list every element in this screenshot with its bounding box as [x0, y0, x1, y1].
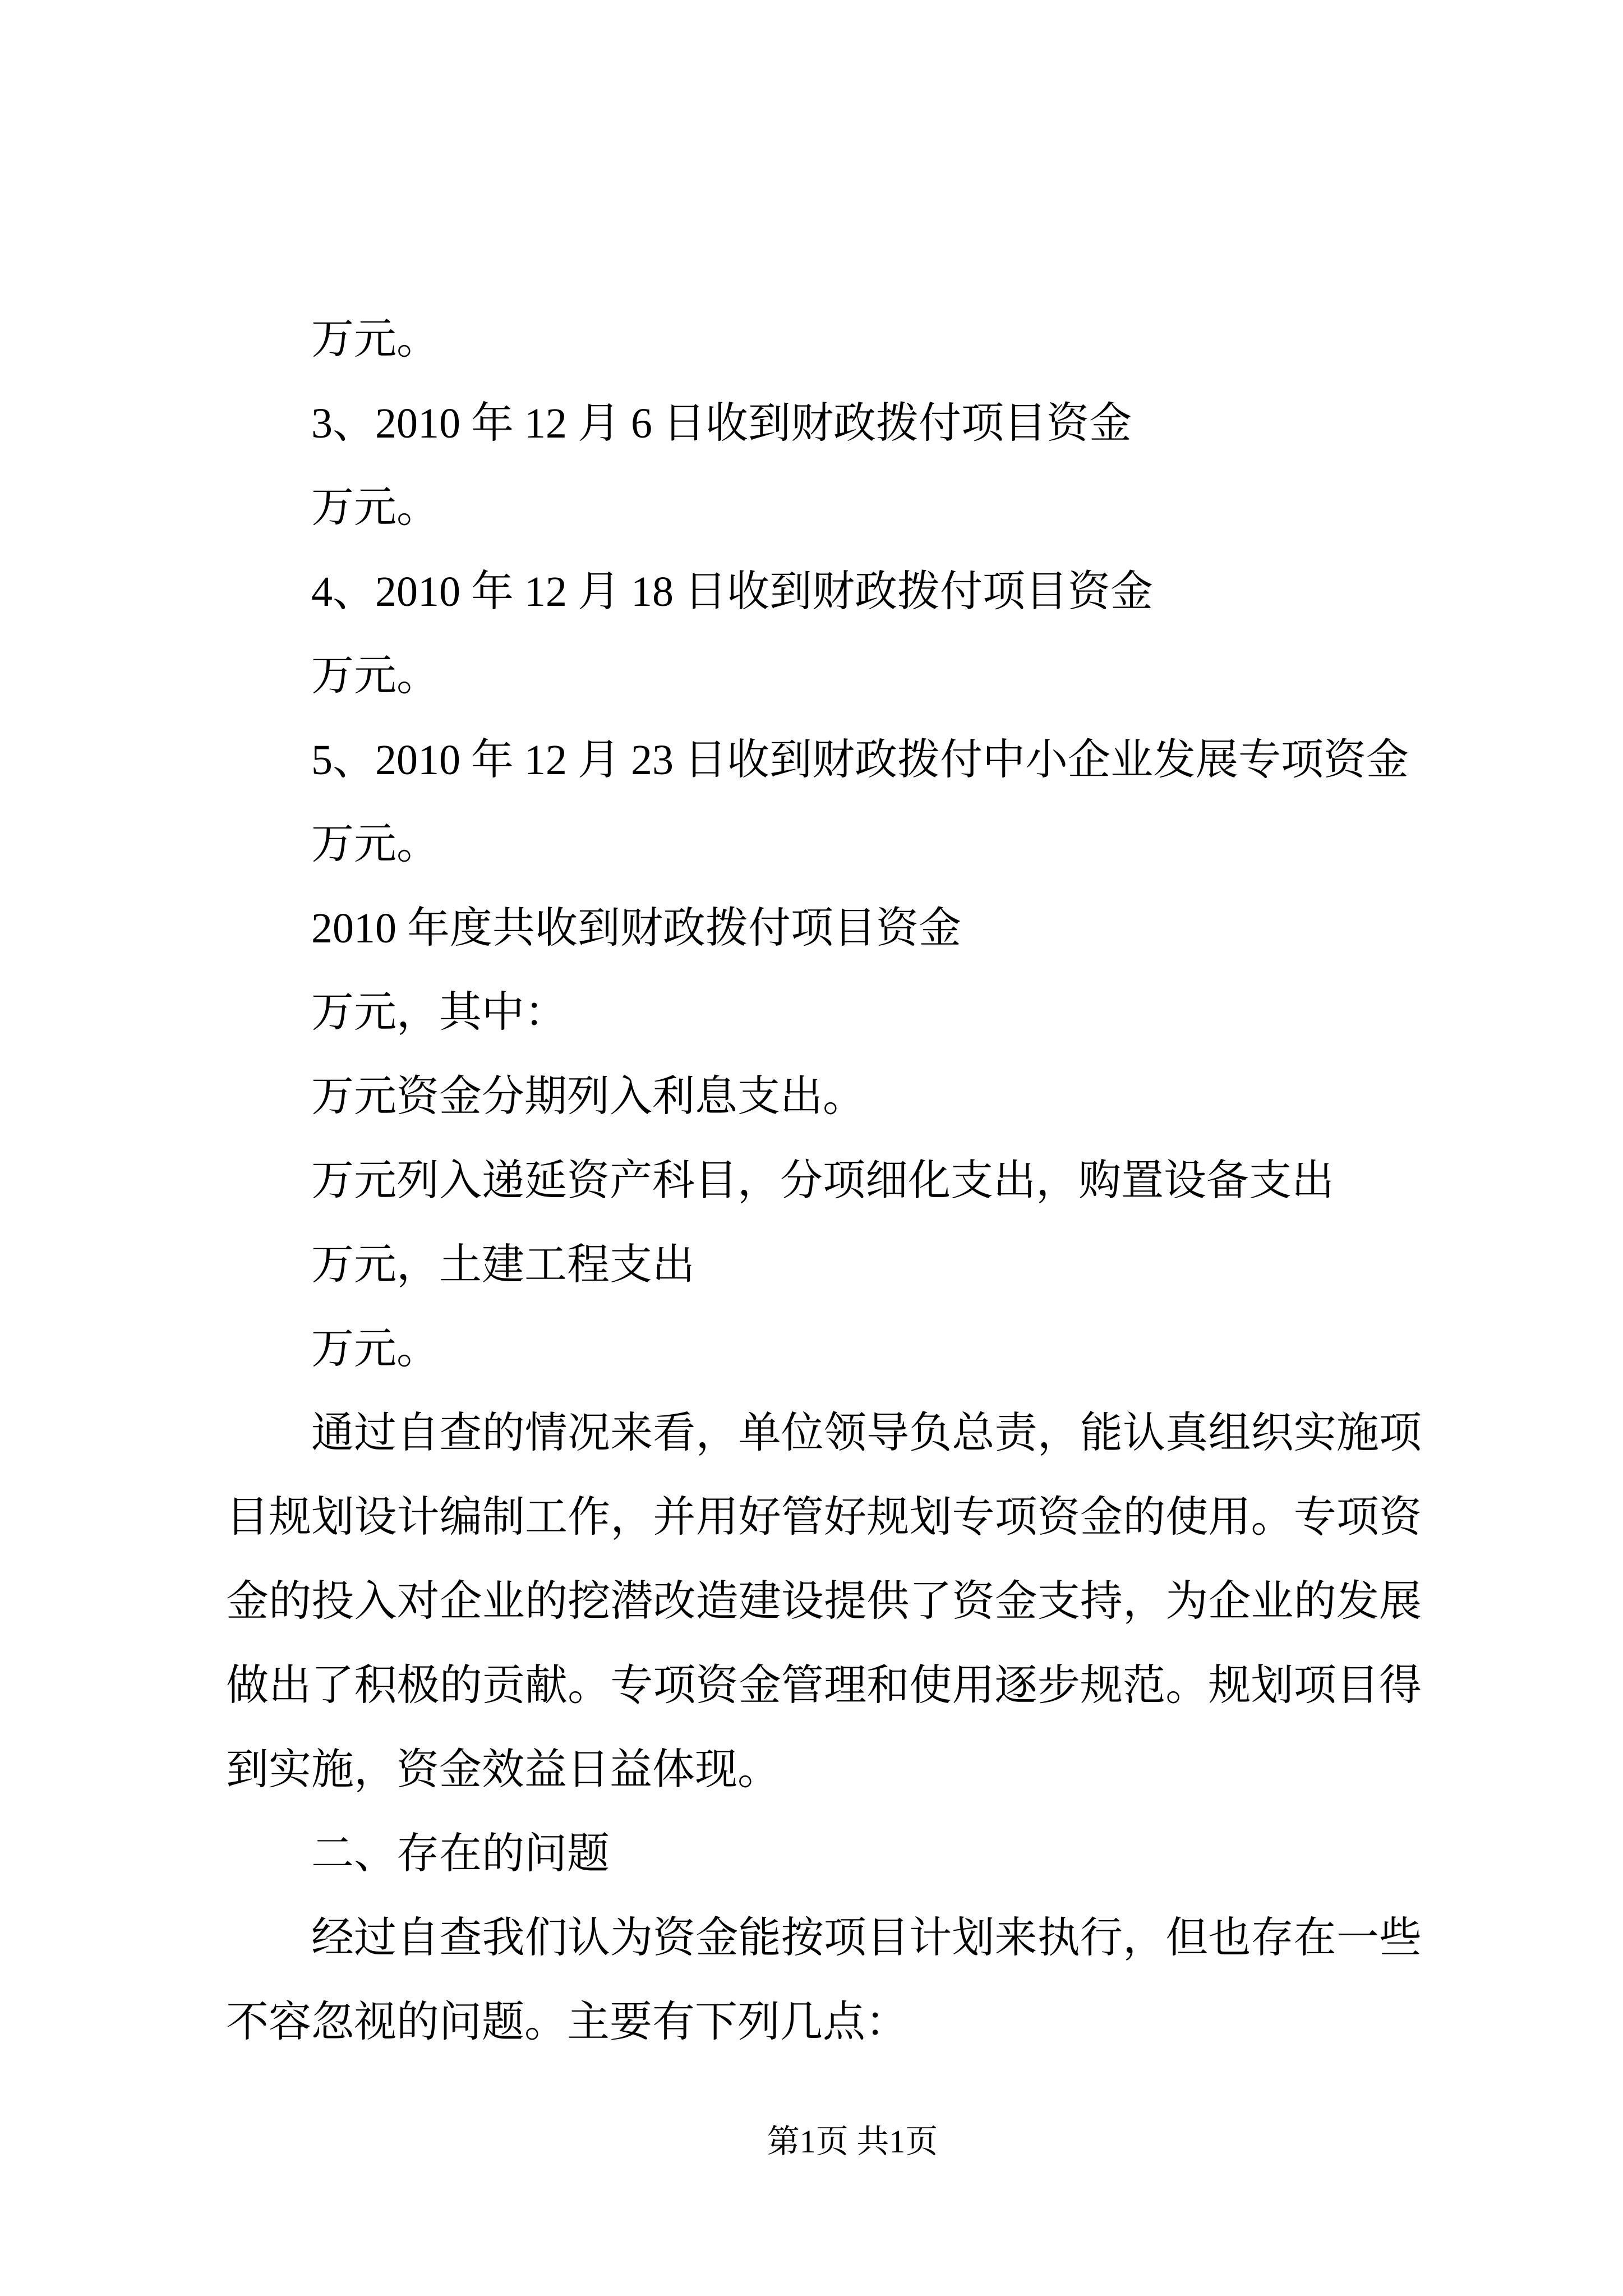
text-line: 做出了积极的贡献。专项资金管理和使用逐步规范。规划项目得: [226, 1662, 1422, 1709]
text-line: 4、2010 年 12 月 18 日收到财政拨付项目资金: [311, 568, 1153, 615]
text-line: 万元。: [311, 821, 439, 868]
text-line: 万元。: [311, 652, 439, 700]
text-line: 不容忽视的问题。主要有下列几点：: [226, 1999, 908, 2046]
text-line: 金的投入对企业的挖潜改造建设提供了资金支持，为企业的发展: [226, 1578, 1422, 1625]
text-line: 二、存在的问题: [311, 1830, 610, 1878]
text-line: 通过自查的情况来看，单位领导负总责，能认真组织实施项: [311, 1410, 1422, 1457]
text-line: 3、2010 年 12 月 6 日收到财政拨付项目资金: [311, 400, 1132, 447]
text-line: 万元。: [311, 316, 439, 363]
text-line: 万元。: [311, 1326, 439, 1373]
text-line: 经过自查我们认为资金能按项目计划来执行，但也存在一些: [311, 1915, 1422, 1962]
footer-text: 第1页 共1页: [767, 2123, 938, 2160]
page-footer: [224, 2122, 1481, 2161]
text-line: 万元资金分期列入利息支出。: [311, 1073, 865, 1120]
text-line: 2010 年度共收到财政拨付项目资金: [311, 905, 961, 952]
text-line: 5、2010 年 12 月 23 日收到财政拨付中小企业发展专项资金: [311, 737, 1409, 784]
text-line: 到实施，资金效益日益体现。: [226, 1746, 780, 1793]
text-line: 万元，其中：: [311, 989, 567, 1036]
text-line: 目规划设计编制工作，并用好管好规划专项资金的使用。专项资: [226, 1494, 1422, 1541]
text-line: 万元。: [311, 484, 439, 531]
text-line: 万元，土建工程支出: [311, 1241, 695, 1289]
text-line: 万元列入递延资产科目，分项细化支出，购置设备支出: [311, 1157, 1334, 1204]
document-body: [226, 297, 1422, 2064]
